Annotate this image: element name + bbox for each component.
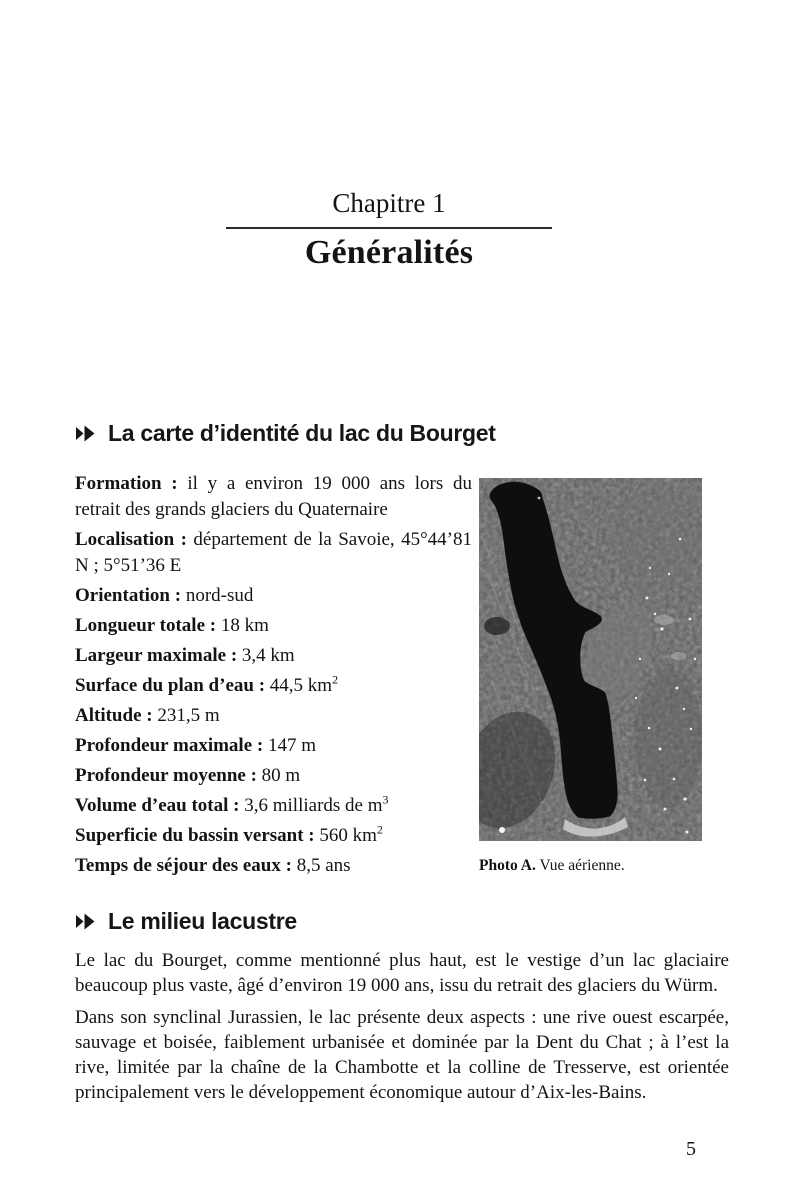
fact-value: il y a environ 19 000 ans lors du retrait des grands glaciers du Quaternaire <box>75 473 472 520</box>
milieu-text <box>75 948 729 1105</box>
chapter-label: Chapitre 1 <box>226 188 552 229</box>
fact-label: Formation : <box>75 473 178 494</box>
fact-label: Surface du plan d’eau : <box>75 675 266 696</box>
fact-label: Localisation : <box>75 529 187 550</box>
paragraph: Le lac du Bourget, comme mentionné plus haut, est le vestige d’un lac glaciaire beaucoup plus vaste, âgé d’environ 19 000 ans, issu du retrait des glaciers du Würm. <box>75 950 729 996</box>
photo-caption-text: Vue aérienne. <box>539 857 625 874</box>
fact-value: 8,5 ans <box>296 855 351 876</box>
fact-sup: 3 <box>382 792 389 807</box>
fact-value: 18 km <box>220 615 269 636</box>
fact-largeur <box>75 643 472 669</box>
fact-formation <box>75 471 472 523</box>
fact-profondeur-max <box>75 733 472 759</box>
fact-sup: 2 <box>332 672 339 687</box>
fact-label: Altitude : <box>75 705 153 726</box>
fact-volume <box>75 793 472 819</box>
fact-label: Volume d’eau total : <box>75 795 240 816</box>
fact-value: département de la Savoie, 45°44’81 N ; 5°51’36 E <box>75 529 473 576</box>
aerial-photo <box>479 478 702 841</box>
chapter-title: Généralités <box>304 234 474 271</box>
fact-bassin-versant <box>75 823 472 849</box>
fact-value: 231,5 m <box>157 705 220 726</box>
chapter-heading <box>226 188 552 272</box>
fast-forward-icon <box>74 425 98 442</box>
aerial-photo-figure <box>479 478 702 875</box>
section-heading-identity <box>74 420 496 447</box>
fact-label: Longueur totale : <box>75 615 217 636</box>
fact-value: 147 m <box>267 735 316 756</box>
fact-altitude <box>75 703 472 729</box>
fact-label: Superficie du bassin versant : <box>75 825 315 846</box>
fact-orientation <box>75 583 472 609</box>
photo-caption <box>479 857 702 875</box>
fact-value: 560 km <box>319 825 377 846</box>
section-title: La carte d’identité du lac du Bourget <box>108 420 496 446</box>
fact-value: 80 m <box>261 765 301 786</box>
fact-sup: 2 <box>376 822 383 837</box>
fact-value: nord-sud <box>185 585 254 606</box>
fast-forward-icon <box>74 913 98 930</box>
fact-longueur <box>75 613 472 639</box>
identity-fact-list <box>75 471 472 883</box>
fact-label: Largeur maximale : <box>75 645 238 666</box>
fact-value: 44,5 km <box>269 675 333 696</box>
fact-value: 3,6 milliards de m <box>244 795 383 816</box>
fact-label: Temps de séjour des eaux : <box>75 855 292 876</box>
section-heading-milieu <box>74 908 297 935</box>
photo-caption-label: Photo A. <box>479 857 536 874</box>
fact-surface <box>75 673 472 699</box>
section-title: Le milieu lacustre <box>108 908 297 934</box>
fact-temps-sejour <box>75 853 472 879</box>
paragraph: Dans son synclinal Jurassien, le lac présente deux aspects : une rive ouest escarpée, sauvage et boisée, faiblement urbanisée et dominée par la Dent du Chat ; à l’est la rive, limitée par la chaîne de la Chambotte et la colline de Tresserve, est orientée principalement vers le développement économique autour d’Aix-les-Bains. <box>75 1007 729 1103</box>
fact-label: Profondeur moyenne : <box>75 765 257 786</box>
page-number: 5 <box>686 1138 696 1160</box>
fact-profondeur-moy <box>75 763 472 789</box>
fact-label: Orientation : <box>75 585 182 606</box>
fact-value: 3,4 km <box>241 645 295 666</box>
fact-localisation <box>75 527 472 579</box>
fact-label: Profondeur maximale : <box>75 735 264 756</box>
